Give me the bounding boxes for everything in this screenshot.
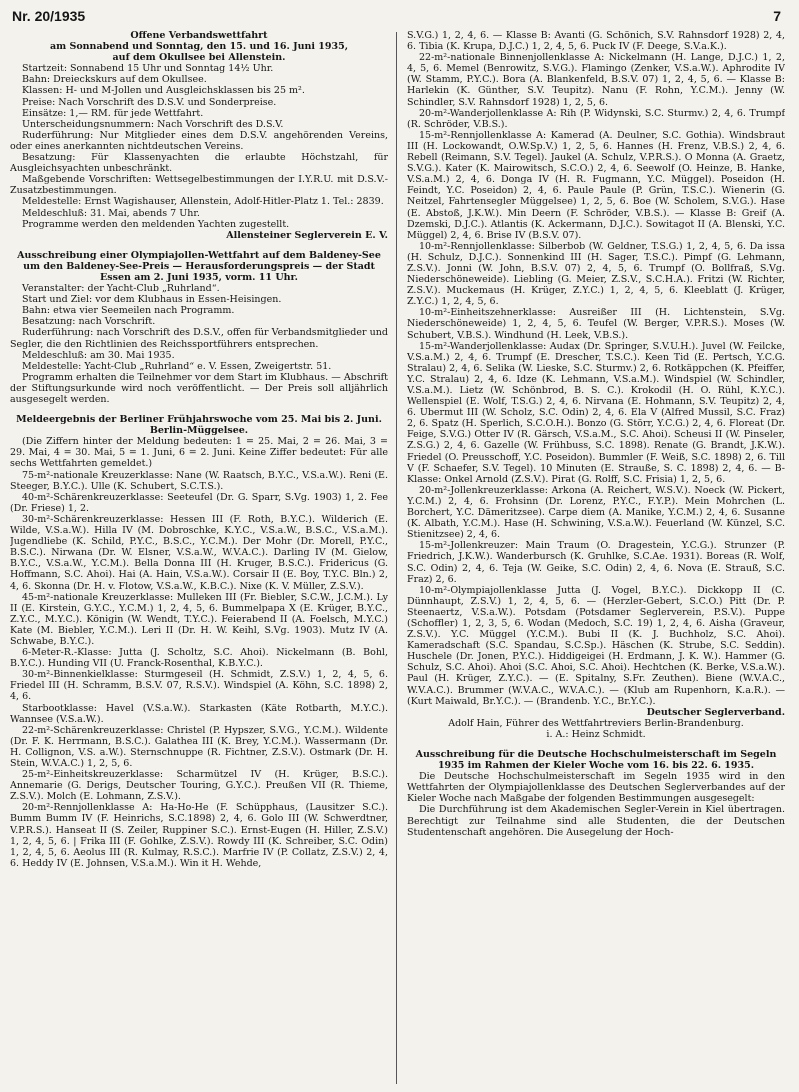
section-title: Ausschreibung für die Deutsche Hochschulmeisterschaft im Segeln 1935 im Rahmen der Kieler Woche vom 16. bis 22. 6. 1935. <box>415 749 777 772</box>
paragraph: Veranstalter: der Yacht-Club „Ruhrland“. <box>22 283 220 295</box>
paragraph: Start und Ziel: vor dem Klubhaus in Essen-Heisingen. <box>22 294 282 306</box>
paragraph: 40-m²-Schärenkreuzerklasse: Seeteufel (Dr. G. Sparr, S.Vg. 1903) 1, 2. Fee (Dr. Friese) 1, 2. <box>10 491 388 514</box>
paragraph: Die Durchführung ist dem Akademischen Segler-Verein in Kiel übertragen. Berechtigt zur Teilnahme sind alle Studenten, die der Deutschen Studentenschaft angehören. Die Ausegelung der Hoch- <box>407 804 785 838</box>
paragraph: Bahn: Dreieckskurs auf dem Okullsee. <box>22 74 207 86</box>
paragraph: Einsätze: 1,— RM. für jede Wettfahrt. <box>22 107 204 119</box>
column-divider <box>396 32 397 1084</box>
paragraph: 10-m²-Olympiajollenklasse Jutta (J. Vogel, B.Y.C.). Dickkopp II (C. Dünnhaupt, Z.S.V.) 1, 2, 4, 5, 6. — (Herzler-Gebert, S.C.O.) Pitt (Dr. P. Steenaertz, V.S.a.W.). Potsdam (Potsdamer Seglerverein, P.S.V.). Puppe (Schoffler) 1, 2, 3, 5, 6. Wodan (Medoch, S.C. 19) 1, 2, 4, 6. Aisha (Graveur, Z.S.V.). Y.C. Müggel (Y.C.M.). Bubi II (K. J. Buchholz, S.C. Ahoi). Kameradschaft (S.C. Spandau, S.C.Sp.). Häschen (K. Strube, S.C. Seddin). Huschele (Dr. Jonen, P.Y.C.). Hiddigeigei (H. Erdmann, J. K. W.). Hammer (G. Schulz, S.C. Ahoi). Ahoi (S.C. Ahoi, S.C. Ahoi). Hechtchen (K. Berke, V.S.a.W.). Paul (H. Krüger, Z.Y.C.). — (E. Spitalny, S.Fr. Zeuthen). Biene (W.V.A.C., W.V.A.C.). Brummer (W.V.A.C., W.V.A.C.). — (Klub am Rupenhorn, K.a.R.). — (Kurt Maiwald, Br.Y.C.). — (Brandenb. Y.C., Br.Y.C.). <box>407 584 785 707</box>
paragraph: Besatzung: nach Vorschrift. <box>22 316 156 328</box>
page-header <box>12 8 781 26</box>
section-title: auf dem Okullsee bei Allenstein. <box>112 52 286 64</box>
section-title: Meldeergebnis der Berliner Frühjahrswoche vom 25. Mai bis 2. Juni. Berlin-Müggelsee. <box>16 414 382 437</box>
left-column <box>10 30 388 1088</box>
paragraph: 30-m²-Schärenkreuzerklasse: Hessen III (F. Roth, B.Y.C.). Wilderich (E. Wilde, V.S.a.W.). Hilla IV (M. Dobroschke, K.Y.C., V.S.a.W., B.S.C., V.S.a.M.). Jugendliebe (K. Schild, P.Y.C., B.S.C., Y.C.M.). Der Mohr (Dr. Morell, P.Y.C., B.S.C.). Nirwana (Dr. W. Elsner, V.S.a.W., W.V.A.C.). Darling IV (M. Gielow, B.Y.C., V.S.a.W., Y.C.M.). Bella Donna III (H. Kruger, B.S.C.). Fridericus (G. Hoffmann, S.C. Ahoi). Hai (A. Hain, V.S.a.W.). Corsair II (E. Boy, T.Y.C. Bln.) 2, 4, 6. Skonna (Dr. H. v. Flotow, V.S.a.W., K.B.C.). Nixe (K. V. Müller, Z.S.V.). <box>10 513 388 592</box>
paragraph: 15-m²-Rennjollenklasse A: Kamerad (A. Deulner, S.C. Gothia). Windsbraut III (H. Lockowandt, O.W.Sp.V.) 1, 2, 5, 6. Hannes (H. Frenz, V.B.S.) 2, 4, 6. Rebell (Reimann, S.V. Tegel). Jaukel (A. Schulz, V.P.R.S.). O Monna (A. Graetz, S.V.G.). Kater (K. Mairowitsch, S.C.O.) 2, 4, 6. Seewolf (O. Heinze, B. Hanke, V.S.a.M.) 2, 4, 6. Donga IV (H. R. Fugmann, Y.C. Müggel). Poseidon (H. Feindt, Y.C. Poseidon) 2, 4, 6. Paule Paule (P. Grün, T.S.C.). Wienerin (G. Neitzel, Fahrtensegler Müggelsee) 1, 2, 5, 6. Boe (W. Scholem, S.V.G.). Hase (E. Abstoß, J.K.W.). Min Deern (F. Schröder, V.B.S.). — Klasse B: Greif (A. Dzemski, D.J.C.). Atlantis (K. Ackermann, D.J.C.). Sowitagot II (A. Blenski, Y.C. Müggel) 2, 4, 6. Brise IV (B.S.V. 07). <box>407 129 785 241</box>
signature: Deutscher Seglerverband. <box>646 706 785 718</box>
paragraph: Klassen: H- und M-Jollen und Ausgleichsklassen bis 25 m². <box>22 85 305 97</box>
paragraph: 10-m²-Einheitszehnerklasse: Ausreißer III (H. Lichtenstein, S.Vg. Niederschöneweide) 1, 2, 4, 5, 6. Teufel (W. Berger, V.P.R.S.). Moses (W. Schubert, V.B.S.). Windhund (H. Leek, V.B.S.). <box>407 307 785 341</box>
paragraph: 6-Meter-R.-Klasse: Jutta (J. Scholtz, S.C. Ahoi). Nickelmann (B. Bohl, B.Y.C.). Hunding VII (U. Franck-Rosenthal, K.B.Y.C.). <box>10 647 388 670</box>
paragraph: Maßgebende Vorschriften: Wettsegelbestimmungen der I.Y.R.U. mit D.S.V.-Zusatzbestimmungen. <box>10 174 388 197</box>
page-number: 7 <box>773 8 781 24</box>
paragraph: Meldeschluß: am 30. Mai 1935. <box>22 349 175 361</box>
paragraph: 15-m²-Wanderjollenklasse: Audax (Dr. Springer, S.V.U.H.). Juvel (W. Feilcke, V.S.a.M.) 2, 4, 6. Trumpf (E. Drescher, T.S.C.). Keen Tid (E. Pertsch, Y.C.G. Stralau) 2, 4, 6. Selika (W. Lieske, S.C. Sturmv.) 2, 6. Rotkäppchen (K. Pfeiffer, Y.C. Stralau) 2, 4, 6. Idze (K. Lehmann, V.S.a.M.). Windspiel (W. Schindler, V.S.a.M.). Lietz (W. Schönbrod, B. S. C.). Krokodil (H. O. Rühl, K.Y.C.). Wellenspiel (E. Wolf, T.S.G.) 2, 4, 6. Nirvana (E. Hohmann, S.V. Teupitz) 2, 4, 6. Ubermut III (W. Scholz, S.C. Odin) 2, 4, 6. Ela V (Alfred Mussil, S.C. Fraz) 2, 6. Spatz (H. Sperlich, S.C.O.H.). Bonzo (G. Störr, Y.C.G.) 2, 4, 6. Floreat (Dr. Feige, S.V.G.) Otter IV (R. Gärsch, V.S.a.M., S.C. Ahoi). Scheusi II (W. Pinseler, Z.S.G.) 2, 4, 6. Gazelle (W. Frühbuss, S.C. 1898). Renate (G. Brandt, J.K.W.). Friedel (O. Preusschoff, Y.C. Poseidon). Bummler (F. Weiß, S.C. 1898) 2, 6. Till V (F. Schaefer, S.V. Tegel). 10 Minuten (E. Strauße, S. C. 1898) 2, 4, 6. — B-Klasse: Onkel Arnold (Z.S.V.). Pirat (G. Rolff, S.C. Frisia) 1, 2, 5, 6. <box>407 340 785 485</box>
paragraph: 15-m²-Jollenkreuzer: Main Traum (O. Dragestein, Y.C.G.). Strunzer (P. Friedrich, J.K.W.). Wanderbursch (K. Gruhlke, S.C.Ae. 1931). Boreas (R. Wolf, S.C. Odin) 2, 4, 6. Teja (W. Geike, S.C. Odin) 2, 4, 6. Nova (E. Strauß, S.C. Fraz) 2, 6. <box>407 540 785 585</box>
issue-number: Nr. 20/1935 <box>12 8 86 24</box>
section-title: Offene Verbandswettfahrt <box>130 30 268 41</box>
paragraph: 22-m²-nationale Binnenjollenklasse A: Nickelmann (H. Lange, D.J.C.) 1, 2, 4, 5, 6. Memel (Benrowitz, S.V.G.). Flamingo (Zenker, V.S.a.W.). Aphrodite IV (W. Stamm, P.Y.C.). Bora (A. Blankenfeld, B.S.V. 07) 1, 2, 4, 5, 6. — Klasse B: Harlekin (K. Günther, S.V. Teupitz). Nanu (F. Rohn, Y.C.M.). Jenny (W. Schindler, S.V. Rahnsdorf 1928) 1, 2, 5, 6. <box>407 52 785 108</box>
right-column <box>407 30 785 1088</box>
paragraph: 10-m²-Rennjollenklasse: Silberbob (W. Geldner, T.S.G.) 1, 2, 4, 5, 6. Da issa (H. Schulz, D.J.C.). Sonnenkind III (H. Sager, T.S.C.). Pimpf (G. Lehmann, Z.S.V.). Jonni (W. John, B.S.V. 07) 2, 4, 5, 6. Trumpf (O. Bollfraß, S.Vg. Niederschöneweide). Liebling (G. Meier, Z.S.V., S.C.H.A.). Fritzi (W. Richter, Z.S.V.). Muckemaus (H. Krüger, Z.Y.C.) 1, 2, 4, 5, 6. Kleeblatt (J. Krüger, Z.Y.C.) 1, 2, 4, 5, 6. <box>407 240 785 308</box>
paragraph: (Die Ziffern hinter der Meldung bedeuten: 1 = 25. Mai, 2 = 26. Mai, 3 = 29. Mai, 4 = 30. Mai, 5 = 1. Juni, 6 = 2. Juni. Keine Ziffer bedeutet: Für alle sechs Wettfahrten gemeldet.) <box>10 436 388 470</box>
paragraph: Programm erhalten die Teilnehmer vor dem Start im Klubhaus. — Abschrift der Stiftungsurkunde wird noch veröffentlicht. — Der Preis soll alljährlich ausgesegelt werden. <box>10 371 388 405</box>
paragraph: Besatzung: Für Klassenyachten die erlaubte Höchstzahl, für Ausgleichsyachten unbeschränkt. <box>10 152 388 175</box>
paragraph: Meldeschluß: 31. Mai, abends 7 Uhr. <box>22 207 200 219</box>
paragraph: 25-m²-Einheitskreuzerklasse: Scharmützel IV (H. Krüger, B.S.C.). Annemarie (G. Derigs, Deutscher Touring, G.Y.C.). Preußen VII (R. Thieme, Z.S.V.). Molch (E. Lohmann, Z.S.V.). <box>10 769 388 803</box>
paragraph: Starbootklasse: Havel (V.S.a.W.). Starkasten (Käte Rotbarth, M.Y.C.). Wannsee (V.S.a.W.). <box>10 702 388 725</box>
paragraph: Startzeit: Sonnabend 15 Uhr und Sonntag 14½ Uhr. <box>22 63 274 75</box>
paragraph-continued: S.V.G.) 1, 2, 4, 6. — Klasse B: Avanti (G. Schönich, S.V. Rahnsdorf 1928) 2, 4, 6. Tibia (K. Krupa, D.J.C.) 1, 2, 4, 5, 6. Puck IV (F. Deege, S.V.a.K.). <box>407 30 785 53</box>
paragraph: Ruderführung: Nur Mitglieder eines dem D.S.V. angehörenden Vereins, oder eines anerkannten nichtdeutschen Vereins. <box>10 129 388 152</box>
section-gap <box>10 241 388 250</box>
paragraph: Die Deutsche Hochschulmeisterschaft im Segeln 1935 wird in den Wettfahrten der Olympiajollenklasse des Deutschen Seglerverbandes auf der Kieler Woche nach Maßgabe der folgenden Bestimmungen ausgesegelt: <box>407 771 785 805</box>
paragraph: 75-m²-nationale Kreuzerklasse: Nane (W. Raatsch, B.Y.C., V.S.a.W.). Reni (E. Steeger, B.Y.C.). Ulle (K. Schubert, S.C.T.S.). <box>10 469 388 492</box>
paragraph: 22-m²-Schärenkreuzerklasse: Christel (P. Hypszer, S.V.G., Y.C.M.). Wildente (Dr. F. K. Herrmann, B.S.C.). Galathea III (K. Brey, Y.C.M.). Wassermann (Dr. H. Collignon, V.S. a.W.). Sternschnuppe (R. Fichtner, Z.S.V.). Ostmark (Dr. H. Stein, W.V.A.C.) 1, 2, 5, 6. <box>10 724 388 769</box>
paragraph: 20-m²-Rennjollenklasse A: Ha-Ho-He (F. Schüpphaus, (Lausitzer S.C.). Bumm Bumm IV (F. Heinrichs, S.C.1898) 2, 4, 6. Golo III (W. Schwerdtner, V.P.R.S.). Hanseat II (S. Zeiler, Ruppiner S.C.). Ernst-Eugen (H. Hiller, Z.S.V.) 1, 2, 4, 5, 6. | Frika III (F. Gohlke, Z.S.V.). Rowdy III (K. Schreiber, S.C. Odin) 1, 2, 4, 5, 6. Aeolus III (R. Kulmay, R.S.C.). Marfrie IV (P. Collatz, Z.S.V.) 2, 4, 6. Heddy IV (E. Johnsen, V.S.a.M.). Win it H. Wehde, <box>10 802 388 869</box>
paragraph: Ruderführung: nach Vorschrift des D.S.V., offen für Verbandsmitglieder und Segler, die den Richtlinien des Reichssportführers entsprechen. <box>10 327 388 350</box>
paragraph: Programme werden den meldenden Yachten zugestellt. <box>22 218 290 230</box>
paragraph: Unterscheidungsnummern: Nach Vorschrift des D.S.V. <box>22 118 284 130</box>
section-gap <box>10 405 388 414</box>
section-gap <box>407 740 785 749</box>
paragraph: 45-m²-nationale Kreuzerklasse: Mulleken III (Fr. Biebler, S.C.W., J.C.M.). Ly II (E. Kirstein, G.Y.C., Y.C.M.) 1, 2, 4, 5, 6. Bummelpapa X (E. Krüger, B.Y.C., Z.Y.C., M.Y.C.). Königin (W. Wendt, T.Y.C.). Feierabend II (A. Foelsch, M.Y.C.) Kate (M. Biebler, Y.C.M.). Leri II (Dr. H. W. Keihl, S.Vg. 1903). Mutz IV (A. Schwabe, B.Y.C.). <box>10 591 388 647</box>
signature: Allensteiner Seglerverein E. V. <box>226 229 388 241</box>
signature-line: i. A.: Heinz Schmidt. <box>546 728 646 740</box>
paragraph: Meldestelle: Yacht-Club „Ruhrland“ e. V. Essen, Zweigertstr. 51. <box>22 360 332 372</box>
paragraph: 20-m²-Jollenkreuzerklasse: Arkona (A. Reichert, W.S.V.). Noeck (W. Pickert, Y.C.M.) 2, 4, 6. Frohsinn (Dr. Lorenz, P.Y.C., F.Y.P.). Mein Mohrchen (L. Borchert, Y.C. Dämeritzsee). Carpe diem (A. Manike, Y.C.M.) 2, 4, 6. Susanne (K. Albath, Y.C.M.). Hase (H. Schwining, V.S.a.W.). Feuerland (W. Künzel, S.C. Stienitzsee) 2, 4, 6. <box>407 484 785 541</box>
paragraph: Preise: Nach Vorschrift des D.S.V. und Sonderpreise. <box>22 96 277 108</box>
paragraph: 30-m²-Binnenkielklasse: Sturmgeseil (H. Schmidt, Z.S.V.) 1, 2, 4, 5, 6. Friedel III (H. Schramm, B.S.V. 07, R.S.V.). Windspiel (A. Köhn, S.C. 1898) 2, 4, 6. <box>10 669 388 703</box>
paragraph: Meldestelle: Ernst Wagishauser, Allenstein, Adolf-Hitler-Platz 1. Tel.: 2839. <box>22 196 384 208</box>
paragraph: 20-m²-Wanderjollenklasse A: Rih (P. Widynski, S.C. Sturmv.) 2, 4, 6. Trumpf (R. Schröder, V.B.S.). <box>407 107 785 130</box>
section-title: Ausschreibung einer Olympiajollen-Wettfahrt auf dem Baldeney-See um den Baldeney-See-Preis — Herausforderungspreis — der Stadt Essen am 2. Juni 1935, vorm. 11 Uhr. <box>17 249 381 283</box>
section-title: am Sonnabend und Sonntag, den 15. und 16. Juni 1935, <box>49 41 349 53</box>
signature-line: Adolf Hain, Führer des Wettfahrtreviers Berlin-Brandenburg. <box>448 717 744 729</box>
paragraph: Bahn: etwa vier Seemeilen nach Programm. <box>22 305 235 317</box>
